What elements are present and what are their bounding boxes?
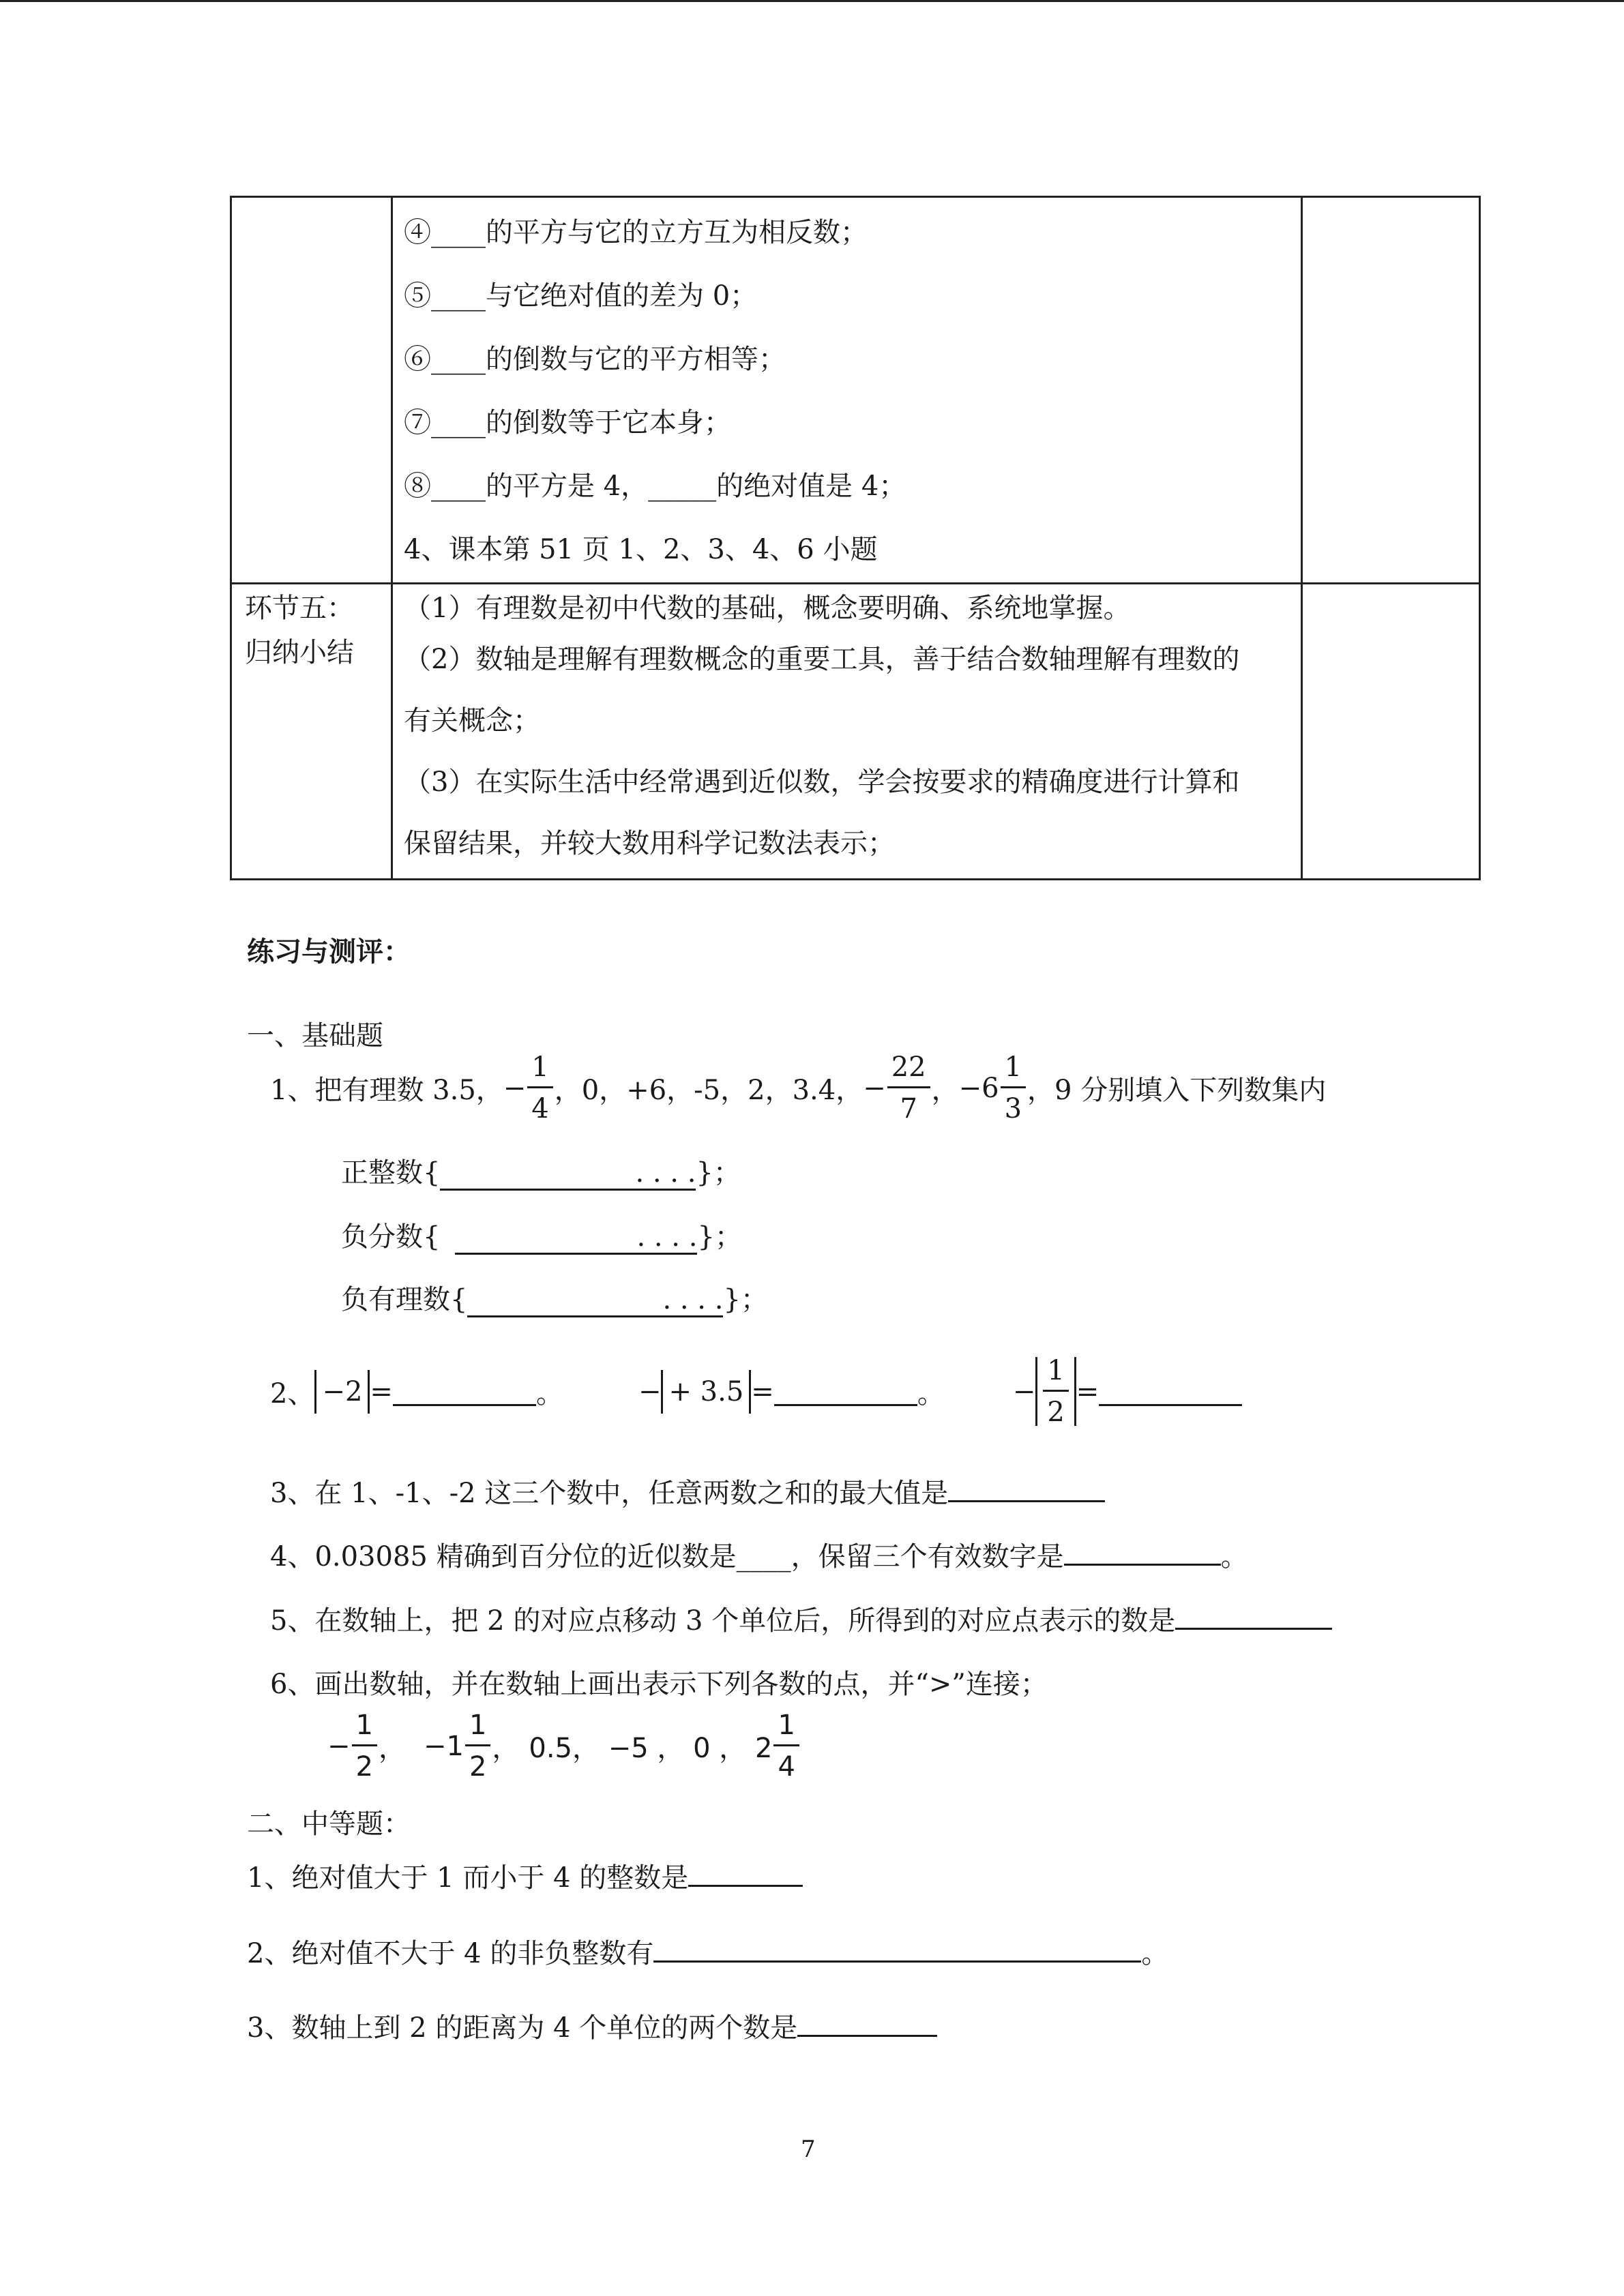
answer-blank[interactable] (467, 1284, 723, 1317)
table-col-divider-2 (1301, 196, 1303, 880)
mixed-whole: −1 (423, 1730, 464, 1762)
fraction-numerator: 1 (352, 1712, 377, 1746)
table-border-left (230, 196, 232, 880)
answer-blank[interactable] (653, 1933, 1141, 1963)
period: 。 (917, 1378, 945, 1410)
summary-line-1: （1）有理数是初中代数的基础，概念要明确、系统地掌握。 (404, 593, 1131, 624)
basic-q4 (270, 1535, 1248, 1574)
fraction-numerator: 1 (1001, 1054, 1026, 1088)
answer-blank[interactable] (1099, 1377, 1242, 1406)
minus-sign: − (863, 1072, 886, 1104)
basic-q5-text: 5、在数轴上，把 2 的对应点移动 3 个单位后，所得到的对应点表示的数是 (270, 1605, 1176, 1637)
medium-q2-text: 2、绝对值不大于 4 的非负整数有 (247, 1938, 654, 1969)
period: 。 (1141, 1938, 1169, 1969)
fraction-one-half (352, 1710, 377, 1783)
lesson-table (230, 196, 1481, 880)
table-row-divider (230, 582, 1481, 584)
summary-line-5: 保留结果，并较大数用科学记数法表示； (404, 828, 895, 859)
fraction-one-half (1043, 1357, 1068, 1426)
table-col-divider-1 (391, 196, 393, 880)
basic-q2-prefix: 2、 (270, 1378, 315, 1410)
equals-sign: = (751, 1375, 774, 1407)
answer-blank[interactable] (455, 1221, 697, 1255)
absolute-value-fraction (1035, 1357, 1076, 1426)
fraction-numerator: 1 (773, 1712, 799, 1746)
basic-q3-text: 3、在 1、-1、-2 这三个数中，任意两数之和的最大值是 (270, 1478, 949, 1509)
separator: ， (378, 1733, 406, 1764)
basic-q6-numbers (327, 1710, 801, 1783)
practice-title: 练习与测评： (247, 936, 411, 968)
fraction-denominator: 3 (1004, 1093, 1022, 1124)
minus-sign: − (958, 1072, 982, 1104)
equals-sign: = (370, 1375, 393, 1407)
fraction-one-quarter (773, 1710, 799, 1783)
set-label: 负有理数{ (341, 1284, 468, 1315)
ellipsis-dots: . . . . (662, 1284, 724, 1315)
table-border-right (1479, 196, 1481, 880)
set-end: }； (696, 1157, 741, 1189)
fraction-denominator: 4 (778, 1751, 795, 1783)
answer-blank[interactable] (440, 1157, 696, 1191)
set-label: 正整数{ (341, 1157, 441, 1189)
answer-blank[interactable] (1175, 1600, 1332, 1630)
medium-q2 (247, 1932, 1168, 1971)
set-end: }； (723, 1284, 768, 1315)
basic-q3 (270, 1472, 1105, 1510)
basic-q5 (270, 1599, 1332, 1638)
basic-q1 (270, 1054, 1326, 1122)
fraction-numerator: 22 (887, 1054, 930, 1088)
ellipsis-dots: . . . . (636, 1221, 698, 1253)
minus-sign: − (638, 1375, 662, 1407)
medium-q1 (247, 1856, 803, 1895)
minus-sign: − (327, 1730, 351, 1762)
exercise-item-5: ⑤____与它绝对值的差为 0； (404, 280, 758, 312)
table-border-bottom (230, 878, 1481, 880)
medium-q3-text: 3、数轴上到 2 的距离为 4 个单位的两个数是 (247, 2012, 798, 2044)
exercise-item-4: ④____的平方与它的立方互为相反数； (404, 217, 868, 248)
absolute-value: −2 (314, 1370, 370, 1414)
comma: ， (931, 1075, 959, 1106)
absolute-value: + 3.5 (661, 1370, 751, 1414)
equals-sign: = (1076, 1375, 1099, 1407)
basic-q2 (270, 1357, 1242, 1426)
period: 。 (535, 1378, 563, 1410)
basic-q4-text: 4、0.03085 精确到百分位的近似数是____，保留三个有效数字是 (270, 1541, 1064, 1572)
answer-blank[interactable] (774, 1377, 917, 1406)
page-number: 7 (801, 2136, 816, 2163)
set-label: 负分数{ (341, 1221, 441, 1253)
basic-heading: 一、基础题 (247, 1020, 383, 1052)
medium-heading: 二、中等题： (247, 1808, 411, 1840)
period: 。 (1220, 1541, 1248, 1572)
fraction-one-half (465, 1710, 490, 1783)
answer-blank[interactable] (393, 1377, 536, 1406)
minus-sign: − (1012, 1375, 1036, 1407)
exercise-item-6: ⑥____的倒数与它的平方相等； (404, 344, 786, 375)
top-border-line (0, 0, 1624, 2)
exercise-item-8: ⑧____的平方是 4，_____的绝对值是 4； (404, 471, 906, 502)
section-label-part1: 环节五： (245, 593, 354, 624)
medium-q1-text: 1、绝对值大于 1 而小于 4 的整数是 (247, 1862, 689, 1894)
summary-line-3: 有关概念； (404, 705, 540, 736)
answer-blank[interactable] (1064, 1536, 1221, 1566)
separator: ， (492, 1733, 520, 1764)
fraction-denominator: 7 (900, 1093, 917, 1124)
minus-sign: − (503, 1072, 527, 1104)
basic-q1-middle: ，0，+6，-5，2，3.4， (554, 1075, 863, 1106)
numbers-rest: 0.5， −5 ， 0 ， 2 (529, 1733, 773, 1764)
table-border-top (230, 196, 1481, 198)
set-negative-fractions (341, 1215, 742, 1255)
mixed-whole: 6 (981, 1072, 999, 1104)
fraction-denominator: 4 (531, 1093, 549, 1124)
answer-blank[interactable] (797, 2008, 937, 2037)
fraction-denominator: 2 (469, 1751, 487, 1783)
basic-q1-prefix: 1、把有理数 3.5， (270, 1075, 503, 1106)
fraction-one-quarter (527, 1054, 552, 1122)
exercise-item-7: ⑦____的倒数等于它本身； (404, 407, 731, 438)
fraction-numerator: 1 (527, 1054, 552, 1088)
medium-q3 (247, 2006, 937, 2045)
set-negative-rationals (341, 1278, 768, 1317)
set-end: }； (697, 1221, 742, 1253)
fraction-numerator: 1 (1043, 1357, 1068, 1392)
set-positive-integers (341, 1151, 741, 1191)
fraction-22-7 (887, 1054, 930, 1122)
ellipsis-dots: . . . . (635, 1157, 696, 1189)
fraction-numerator: 1 (465, 1712, 490, 1746)
basic-q1-suffix: ，9 分别填入下列数集内 (1027, 1075, 1327, 1106)
fraction-denominator: 2 (1047, 1397, 1065, 1428)
textbook-exercise: 4、课本第 51 页 1、2、3、4、6 小题 (404, 534, 878, 565)
answer-blank[interactable] (688, 1858, 803, 1887)
fraction-denominator: 2 (355, 1751, 373, 1783)
summary-line-2: （2）数轴是理解有理数概念的重要工具，善于结合数轴理解有理数的 (404, 644, 1240, 675)
answer-blank[interactable] (948, 1473, 1105, 1502)
summary-line-4: （3）在实际生活中经常遇到近似数，学会按要求的精确度进行计算和 (404, 766, 1240, 798)
section-label-part2: 归纳小结 (245, 637, 354, 668)
basic-q6: 6、画出数轴，并在数轴上画出表示下列各数的点，并“>”连接； (270, 1669, 1048, 1700)
fraction-one-third (1001, 1054, 1026, 1122)
